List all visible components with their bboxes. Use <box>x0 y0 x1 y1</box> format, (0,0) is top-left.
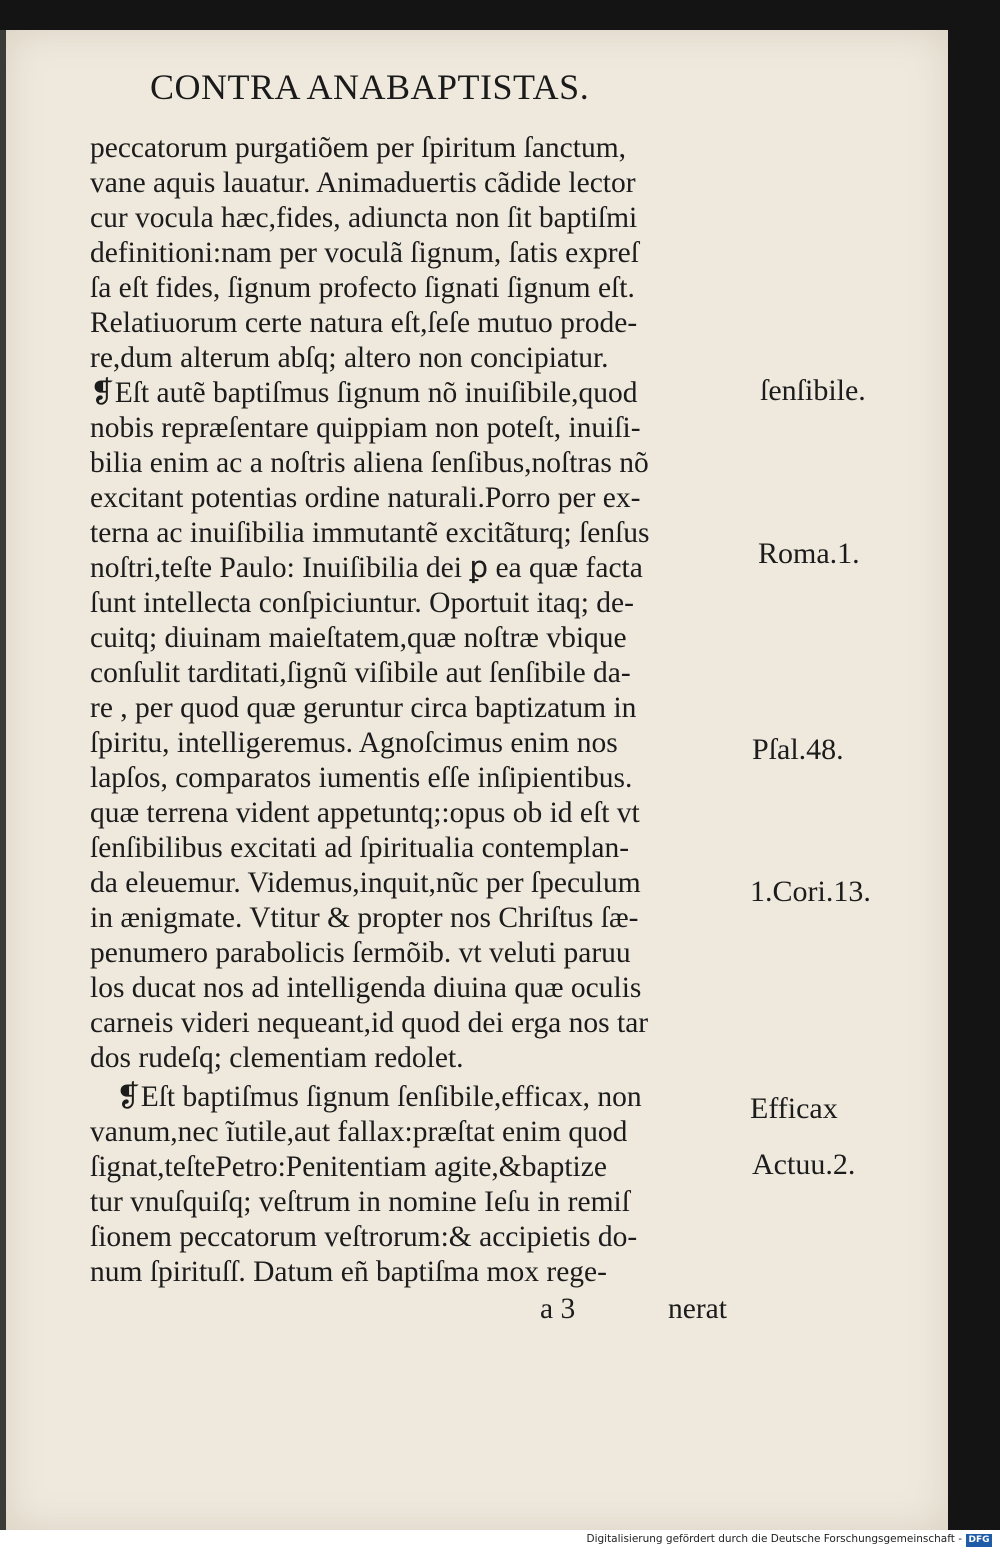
text-line: terna ac inuiſibilia immutantẽ excitãturq; ſenſus <box>90 517 650 549</box>
main-text-block <box>90 0 750 1400</box>
marginal-note: Roma.1. <box>758 537 860 570</box>
text-line: vane aquis lauatur. Animaduertis cãdide lector <box>90 167 636 199</box>
text-line: dos rudeſq; clementiam redolet. <box>90 1042 464 1074</box>
marginal-note: Actuu.2. <box>752 1148 856 1181</box>
text-line: vanum,nec ĩutile,aut fallax:præſtat enim quod <box>90 1116 628 1148</box>
text-line: ſionem peccatorum veſtrorum:& accipietis do- <box>90 1221 638 1253</box>
text-line: nobis repræſentare quippiam non poteſt, inuiſi- <box>90 412 641 444</box>
text-line: in ænigmate. Vtitur & propter nos Chriſtus ſæ- <box>90 902 639 934</box>
dfg-logo: DFG <box>966 1534 992 1547</box>
running-title: CONTRA ANABAPTISTAS. <box>150 67 590 107</box>
marginal-note: 1.Cori.13. <box>750 875 871 908</box>
marginal-note: ſenſibile. <box>760 374 866 407</box>
marginal-note: Pſal.48. <box>752 733 844 766</box>
text-line: definitioni:nam per voculã ſignum, ſatis expreſ <box>90 237 639 269</box>
text-line: peccatorum purgatiõem per ſpiritum ſanctum, <box>90 132 627 164</box>
text-line: lapſos, comparatos iumentis eſſe inſipientibus. <box>90 762 633 794</box>
text-line: Relatiuorum certe natura eſt,ſeſe mutuo prode- <box>90 307 638 339</box>
text-line: quæ terrena vident appetuntq;:opus ob id eſt vt <box>90 797 640 829</box>
text-line: da eleuemur. Videmus,inquit,nũc per ſpeculum <box>90 867 641 899</box>
text-line: penumero parabolicis ſermõib. vt veluti paruu <box>90 937 631 969</box>
text-line: re,dum alterum abſq; altero non concipiatur. <box>90 342 609 374</box>
signature-mark: a 3 <box>540 1293 576 1325</box>
text-line: re , per quod quæ geruntur circa baptizatum in <box>90 692 637 724</box>
text-line: los ducat nos ad intelligenda diuina quæ oculis <box>90 972 642 1004</box>
text-line: ❡Eſt baptiſmus ſignum ſenſibile,efficax, non <box>116 1081 642 1113</box>
text-line: excitant potentias ordine naturali.Porro per ex- <box>90 482 641 514</box>
text-line: conſulit tarditati,ſignũ viſibile aut ſenſibile da- <box>90 657 631 689</box>
text-line: ſpiritu, intelligeremus. Agnoſcimus enim nos <box>90 727 618 759</box>
text-line: num ſpirituſſ. Datum eñ baptiſma mox rege- <box>90 1256 607 1288</box>
text-line: noſtri,teſte Paulo: Inuiſibilia dei ꝑ ea quæ facta <box>90 552 643 584</box>
text-line: cur vocula hæc,fides, adiuncta non ſit baptiſmi <box>90 202 638 234</box>
text-line: ❡Eſt autẽ baptiſmus ſignum nõ inuiſibile,quod <box>90 377 638 409</box>
text-line: ſunt intellecta conſpiciuntur. Oportuit itaq; de- <box>90 587 634 619</box>
text-line: ſignat,teſtePetro:Penitentiam agite,&baptize <box>90 1151 607 1183</box>
funding-credit: Digitalisierung gefördert durch die Deutsche Forschungsgemeinschaft - <box>586 1533 962 1545</box>
marginal-note: Efficax <box>750 1092 838 1125</box>
catchword: nerat <box>668 1293 727 1325</box>
text-line: ſa eſt fides, ſignum profecto ſignati ſignum eſt. <box>90 272 635 304</box>
text-line: tur vnuſquiſq; veſtrum in nomine Ieſu in remiſ <box>90 1186 630 1218</box>
text-line: carneis videri nequeant,id quod dei erga nos tar <box>90 1007 649 1039</box>
text-line: ſenſibilibus excitati ad ſpiritualia contemplan- <box>90 832 630 864</box>
text-line: bilia enim ac a noſtris aliena ſenſibus,noſtras nõ <box>90 447 649 479</box>
text-line: cuitq; diuinam maieſtatem,quæ noſtræ vbique <box>90 622 627 654</box>
